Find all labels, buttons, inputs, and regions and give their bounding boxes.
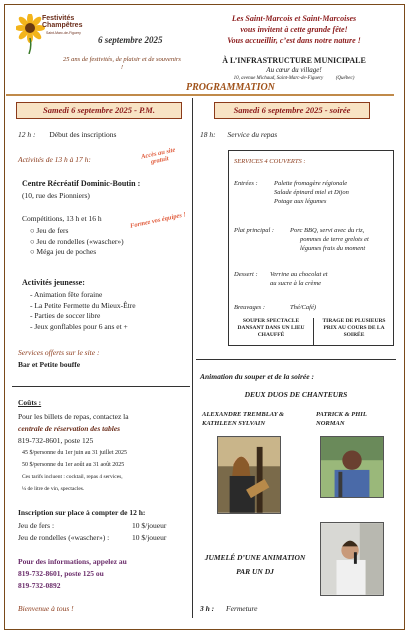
duo1-name: ALEXANDRE TREMBLAY & KATHLEEN SYLVAIN bbox=[202, 411, 285, 427]
center-name: Centre Récréatif Dominic-Boutin : bbox=[22, 179, 141, 188]
services-text: Bar et Petite bouffe bbox=[18, 360, 81, 369]
show-note: SOUPER SPECTACLE DANSANT DANS UN LIEU CHAUFFÉ bbox=[237, 318, 305, 338]
info-line: 819-732-8601, poste 125 ou bbox=[18, 569, 104, 578]
costs-header: Coûts : bbox=[18, 398, 42, 407]
menu-item: pommes de terre grelots et bbox=[300, 236, 369, 243]
services-header: Services offerts sur le site : bbox=[18, 348, 100, 357]
divider bbox=[6, 94, 394, 96]
registrations-label: Début des inscriptions bbox=[49, 130, 117, 139]
dj-title: JUMELÉ D’UNE ANIMATION PAR UN DJ bbox=[204, 553, 306, 576]
menu-title: SERVICES 4 COUVERTS : bbox=[234, 158, 306, 165]
youth-list bbox=[30, 290, 136, 332]
activities-header: Activités de 13 h à 17 h: bbox=[18, 155, 91, 164]
slogan: 25 ans de festivités, de plaisir et de souvenirs ! bbox=[63, 56, 181, 71]
meal-row bbox=[200, 130, 277, 139]
divider bbox=[196, 359, 396, 360]
menu-item: au sucre à la crème bbox=[270, 280, 322, 287]
invite-line: vous invitent à cette grande fête! bbox=[240, 25, 348, 34]
animation-header: Animation du souper et de la soirée : bbox=[200, 372, 314, 381]
youth-header: Activités jeunesse: bbox=[22, 278, 85, 287]
meal-label: Service du repas bbox=[227, 130, 278, 139]
column-divider bbox=[192, 98, 193, 618]
close-row bbox=[200, 604, 257, 613]
list-item: ○ Méga jeu de poches bbox=[30, 247, 97, 256]
invitation bbox=[196, 13, 392, 46]
main-label: Plat principal : bbox=[234, 227, 275, 234]
event-date: 6 septembre 2025 bbox=[98, 35, 163, 45]
list-item: ○ Jeu de fers bbox=[30, 226, 69, 235]
duo2-name: PATRICK & PHIL NORMAN bbox=[316, 411, 367, 427]
menu-item: Porc BBQ, servi avec du riz, bbox=[290, 227, 365, 234]
logo-title: Festivités Champêtres bbox=[42, 15, 83, 29]
venue-name: À L’INFRASTRUCTURE MUNICIPALE bbox=[222, 56, 366, 65]
entrees-list bbox=[274, 179, 349, 206]
venue-address: 10, avenue Michaud, Saint-Marc-de-Figuery (Québec) bbox=[233, 76, 355, 81]
logo-subtitle: Saint-Marc-de-Figuery bbox=[46, 31, 81, 35]
divider bbox=[12, 386, 190, 387]
time-label: 3 h : bbox=[200, 604, 215, 613]
menu-item: Potage aux légumes bbox=[274, 198, 327, 205]
onsite-price: 10 $/joueur bbox=[132, 521, 167, 530]
menu-item: Salade épinard miel et Dijon bbox=[274, 189, 349, 196]
price-line: 50 $/personne du 1er août au 31 août 2025 bbox=[22, 462, 125, 468]
list-item: - Parties de soccer libre bbox=[30, 311, 101, 320]
draw-note: TIRAGE DE PLUSIEURS PRIX AU COURS DE LA SOIRÉE bbox=[322, 318, 386, 338]
competitions-label: Compétitions, 13 h et 16 h bbox=[22, 214, 102, 223]
divider bbox=[313, 318, 314, 346]
duos-title: DEUX DUOS DE CHANTEURS bbox=[244, 390, 348, 399]
dessert-list bbox=[270, 270, 328, 288]
program-title: PROGRAMMATION bbox=[186, 82, 275, 93]
free-access-stamp: Accès au site gratuit bbox=[140, 146, 176, 166]
welcome-text: Bienvenue à tous ! bbox=[18, 604, 74, 613]
main-list bbox=[290, 226, 369, 253]
evening-banner: Samedi 6 septembre 2025 - soirée bbox=[214, 102, 370, 119]
competitions-list bbox=[30, 226, 124, 258]
time-label: 12 h : bbox=[18, 130, 36, 139]
invite-line: Vous accueillir, c’est dans notre nature ! bbox=[227, 36, 361, 45]
invite-line: Les Saint-Marcois et Saint-Marcoises bbox=[231, 14, 357, 23]
close-label: Fermeture bbox=[226, 604, 258, 613]
drinks-value: Thé/Café) bbox=[290, 304, 316, 311]
duo2-photo bbox=[320, 436, 384, 498]
menu-item: Verrine au chocolat et bbox=[270, 271, 328, 278]
time-label: 18 h: bbox=[200, 130, 216, 139]
dj-photo bbox=[320, 522, 384, 596]
onsite-header: Inscription sur place à compter de 12 h: bbox=[18, 508, 146, 517]
drinks-label: Breuvages : bbox=[234, 304, 265, 311]
price-line: 45 $/personne du 1er juin au 31 juillet 2025 bbox=[22, 450, 127, 456]
onsite-row: Jeu de rondelles («wascher») : bbox=[18, 533, 110, 542]
center-address: (10, rue des Pionniers) bbox=[22, 191, 90, 200]
menu-item: Palette fromagère régionale bbox=[274, 180, 348, 187]
costs-line: centrale de réservation des tables bbox=[18, 424, 121, 433]
info-line: 819-732-0892 bbox=[18, 581, 61, 590]
venue-subtitle: Au cœur du village! bbox=[266, 66, 322, 74]
price-note: ¼ de litre de vin, spectacles. bbox=[22, 486, 85, 492]
dessert-label: Dessert : bbox=[234, 271, 258, 278]
onsite-row: Jeu de fers : bbox=[18, 521, 55, 530]
onsite-price: 10 $/joueur bbox=[132, 533, 167, 542]
price-note: Ces tarifs incluent : cocktail, repas 4 services, bbox=[22, 474, 123, 480]
list-item: - La Petite Fermette du Mieux-Être bbox=[30, 300, 136, 310]
duo1-photo bbox=[217, 436, 281, 514]
entrees-label: Entrées : bbox=[234, 180, 258, 187]
registrations-row bbox=[18, 130, 116, 139]
teams-stamp: Formez vos équipes ! bbox=[129, 211, 187, 230]
list-item: - Jeux gonflables pour 6 ans et + bbox=[30, 321, 128, 331]
list-item: - Animation fête foraine bbox=[30, 290, 103, 299]
menu-item: légumes frais du moment bbox=[300, 245, 366, 252]
costs-phone: 819-732-8601, poste 125 bbox=[18, 436, 94, 445]
info-line: Pour des informations, appelez au bbox=[18, 557, 127, 566]
pm-banner: Samedi 6 septembre 2025 - P.M. bbox=[16, 102, 182, 119]
list-item: ○ Jeu de rondelles («wascher») bbox=[30, 236, 124, 246]
costs-line: Pour les billets de repas, contactez la bbox=[18, 412, 129, 421]
